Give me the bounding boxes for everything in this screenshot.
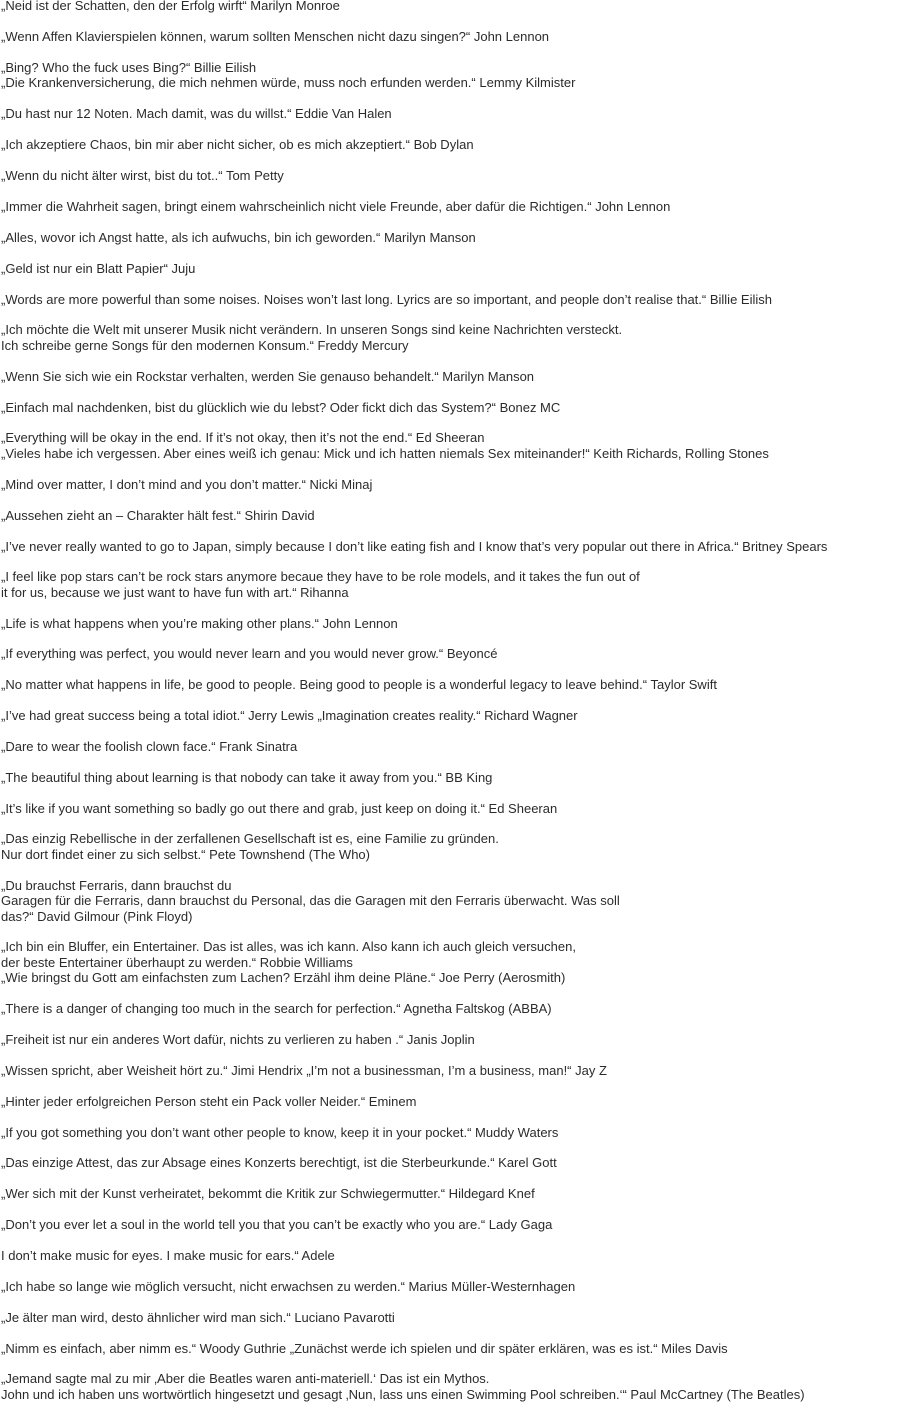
quote-line: „Dare to wear the foolish clown face.“ Frank Sinatra: [1, 739, 298, 754]
quote-line: Garagen für die Ferraris, dann brauchst du Personal, das die Garagen mit den Ferraris überwacht. Was soll: [1, 893, 620, 908]
quote-line: I don’t make music for eyes. I make music for ears.“ Adele: [1, 1248, 335, 1263]
quote-line: „Aussehen zieht an – Charakter hält fest.“ Shirin David: [1, 508, 315, 523]
quote-line: „No matter what happens in life, be good to people. Being good to people is a wonderful legacy to leave behind.“ Taylor Swift: [1, 677, 717, 692]
quote-line: „Vieles habe ich vergessen. Aber eines weiß ich genau: Mick und ich hatten niemals Sex miteinander!“ Keith Richards, Rolling Stones: [1, 446, 769, 461]
quote-line: „I’ve had great success being a total idiot.“ Jerry Lewis „Imagination creates reality.“ Richard Wagner: [1, 708, 578, 723]
quote-line: „Ich möchte die Welt mit unserer Musik nicht verändern. In unseren Songs sind keine Nachrichten versteckt.: [1, 322, 623, 337]
quote-line: „Einfach mal nachdenken, bist du glücklich wie du lebst? Oder fickt dich das System?“ Bonez MC: [1, 400, 561, 415]
quote-line: der beste Entertainer überhaupt zu werden.“ Robbie Williams: [1, 955, 353, 970]
quote-line: „Neid ist der Schatten, den der Erfolg wirft“ Marilyn Monroe: [1, 0, 340, 13]
quote-line: „Wer sich mit der Kunst verheiratet, bekommt die Kritik zur Schwiegermutter.“ Hildegard Knef: [1, 1186, 535, 1201]
quote-line: „Geld ist nur ein Blatt Papier“ Juju: [1, 261, 196, 276]
quote-line: „Nimm es einfach, aber nimm es.“ Woody Guthrie „Zunächst werde ich spielen und dir später erklären, was es ist.“ Miles Davis: [1, 1341, 728, 1356]
quote-line: „It’s like if you want something so badly go out there and grab, just keep on doing it.“ Ed Sheeran: [1, 801, 558, 816]
quote-line: das?“ David Gilmour (Pink Floyd): [1, 909, 193, 924]
quote-line: „Alles, wovor ich Angst hatte, als ich aufwuchs, bin ich geworden.“ Marilyn Manson: [1, 230, 476, 245]
quote-line: „Ich habe so lange wie möglich versucht, nicht erwachsen zu werden.“ Marius Müller-Westernhagen: [1, 1279, 576, 1294]
quote-line: „Bing? Who the fuck uses Bing?“ Billie Eilish: [1, 60, 257, 75]
quote-line: „I’ve never really wanted to go to Japan, simply because I don’t like eating fish and I know that’s very popular out there in Africa.“ Britney Spears: [1, 539, 828, 554]
quote-line: „Das einzig Rebellische in der zerfallenen Gesellschaft ist es, eine Familie zu gründen.: [1, 831, 499, 846]
quote-line: John und ich haben uns wortwörtlich hingesetzt und gesagt ‚Nun, lass uns einen Swimming Pool schreiben.‘“ Paul McCartney (The Beatles): [1, 1387, 805, 1402]
quote-line: „Freiheit ist nur ein anderes Wort dafür, nichts zu verlieren zu haben .“ Janis Joplin: [1, 1032, 475, 1047]
quote-line: it for us, because we just want to have fun with art.“ Rihanna: [1, 585, 349, 600]
quote-line: „Everything will be okay in the end. If it’s not okay, then it’s not the end.“ Ed Sheeran: [1, 430, 485, 445]
quote-line: „Die Krankenversicherung, die mich nehmen würde, muss noch erfunden werden.“ Lemmy Kilmister: [1, 75, 576, 90]
quote-line: „Wenn du nicht älter wirst, bist du tot..“ Tom Petty: [1, 168, 284, 183]
quote-line: „Ich akzeptiere Chaos, bin mir aber nicht sicher, ob es mich akzeptiert.“ Bob Dylan: [1, 137, 474, 152]
quote-line: „Wissen spricht, aber Weisheit hört zu.“ Jimi Hendrix „I’m not a businessman, I’m a business, man!“ Jay Z: [1, 1063, 607, 1078]
quote-line: „Mind over matter, I don’t mind and you don’t matter.“ Nicki Minaj: [1, 477, 373, 492]
quote-line: „If you got something you don’t want other people to know, keep it in your pocket.“ Muddy Waters: [1, 1125, 559, 1140]
quote-line: Nur dort findet einer zu sich selbst.“ Pete Townshend (The Who): [1, 847, 370, 862]
quote-line: „Je älter man wird, desto ähnlicher wird man sich.“ Luciano Pavarotti: [1, 1310, 395, 1325]
quote-line: „If everything was perfect, you would never learn and you would never grow.“ Beyoncé: [1, 646, 498, 661]
quote-line: „Ich bin ein Bluffer, ein Entertainer. Das ist alles, was ich kann. Also kann ich auch gleich versuchen,: [1, 939, 576, 954]
quote-line: Ich schreibe gerne Songs für den modernen Konsum.“ Freddy Mercury: [1, 338, 409, 353]
quote-line: „Wenn Affen Klavierspielen können, warum sollten Menschen nicht dazu singen?“ John Lennon: [1, 29, 550, 44]
quote-line: „Du hast nur 12 Noten. Mach damit, was du willst.“ Eddie Van Halen: [1, 106, 392, 121]
quote-line: „Das einzige Attest, das zur Absage eines Konzerts berechtigt, ist die Sterbeurkunde.“ Karel Gott: [1, 1155, 557, 1170]
quote-line: „Du brauchst Ferraris, dann brauchst du: [1, 878, 232, 893]
quote-line: „The beautiful thing about learning is that nobody can take it away from you.“ BB King: [1, 770, 493, 785]
quote-line: „I feel like pop stars can’t be rock stars anymore becaue they have to be role models, and it takes the fun out of: [1, 569, 640, 584]
quote-line: „Wie bringst du Gott am einfachsten zum Lachen? Erzähl ihm deine Pläne.“ Joe Perry (Aerosmith): [1, 970, 566, 985]
quote-line: „Life is what happens when you’re making other plans.“ John Lennon: [1, 616, 398, 631]
quote-line: „Wenn Sie sich wie ein Rockstar verhalten, werden Sie genauso behandelt.“ Marilyn Manson: [1, 369, 535, 384]
quote-line: „Immer die Wahrheit sagen, bringt einem wahrscheinlich nicht viele Freunde, aber dafür die Richtigen.“ John Lennon: [1, 199, 671, 214]
quote-line: „There is a danger of changing too much in the search for perfection.“ Agnetha Faltskog (ABBA): [1, 1001, 552, 1016]
quote-line: „Jemand sagte mal zu mir ‚Aber die Beatles waren anti-materiell.‘ Das ist ein Mythos.: [1, 1371, 490, 1386]
quote-line: „Hinter jeder erfolgreichen Person steht ein Pack voller Neider.“ Eminem: [1, 1094, 417, 1109]
quote-line: „Words are more powerful than some noises. Noises won’t last long. Lyrics are so important, and people don’t realise that.“ Billie Eilish: [1, 292, 772, 307]
quote-line: „Don’t you ever let a soul in the world tell you that you can’t be exactly who you are.“ Lady Gaga: [1, 1217, 553, 1232]
